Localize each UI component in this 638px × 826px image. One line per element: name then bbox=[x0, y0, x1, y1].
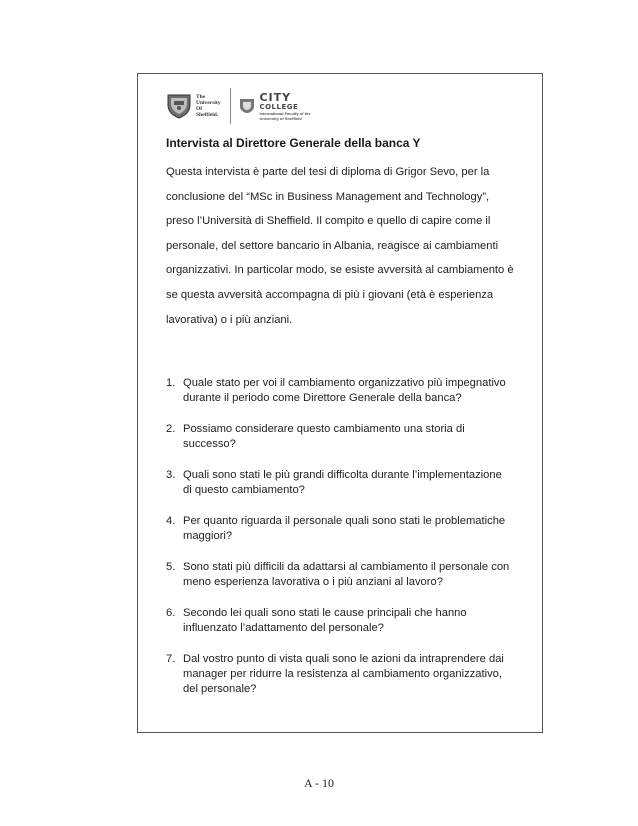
question-number: 5. bbox=[166, 561, 176, 573]
city-logo-subtitle: International Faculty of the University of Sheffield bbox=[259, 110, 311, 121]
intro-line: personale, del settore bancario in Albania, reagisce ai cambiamenti bbox=[166, 239, 499, 252]
sheffield-logo bbox=[166, 93, 220, 119]
question-number: 3. bbox=[166, 469, 176, 481]
question-item bbox=[166, 422, 538, 452]
page-number: A - 10 bbox=[304, 776, 334, 790]
sheffield-logo-text: The University Of Sheffield. bbox=[196, 93, 221, 119]
question-item bbox=[166, 468, 538, 498]
question-line: Secondo lei quali sono stati le cause principali che hanno bbox=[183, 607, 467, 619]
question-line: Possiamo considerare questo cambiamento una storia di bbox=[183, 423, 465, 435]
document-frame bbox=[137, 73, 543, 733]
question-item bbox=[166, 376, 538, 406]
crest-icon bbox=[166, 93, 192, 119]
question-line: del personale? bbox=[183, 683, 257, 695]
intro-line: conclusione del “MSc in Business Management and Technology”, bbox=[166, 190, 490, 203]
question-item bbox=[166, 560, 538, 590]
header-logos bbox=[166, 86, 311, 126]
question-line: maggiori? bbox=[183, 530, 233, 542]
question-line: di questo cambiamento? bbox=[183, 484, 305, 496]
question-line: meno esperienza lavorativa o i più anziani al lavoro? bbox=[183, 576, 443, 588]
city-emblem-icon bbox=[239, 98, 255, 114]
question-number: 2. bbox=[166, 423, 176, 435]
question-line: successo? bbox=[183, 438, 236, 450]
city-logo-college: COLLEGE bbox=[259, 102, 299, 111]
intro-line: organizzativi. In particolar modo, se esiste avversità al cambiamento è bbox=[166, 264, 514, 277]
question-line: Quale stato per voi il cambiamento organizzativo più impegnativo bbox=[183, 377, 506, 389]
document-title: Intervista al Direttore Generale della banca Y bbox=[166, 136, 421, 150]
question-line: manager per ridurre la resistenza al cambiamento organizzativo, bbox=[183, 668, 502, 680]
question-item bbox=[166, 606, 538, 636]
question-line: Dal vostro punto di vista quali sono le azioni da intraprendere dai bbox=[183, 653, 504, 665]
question-number: 6. bbox=[166, 607, 176, 619]
question-line: Sono stati più difficili da adattarsi al cambiamento il personale con bbox=[183, 561, 510, 573]
question-item bbox=[166, 514, 538, 544]
question-number: 7. bbox=[166, 653, 176, 665]
question-line: Per quanto riguarda il personale quali sono stati le problematiche bbox=[183, 515, 506, 527]
question-number: 4. bbox=[166, 515, 176, 527]
question-item bbox=[166, 652, 538, 697]
logo-divider bbox=[230, 88, 231, 124]
question-line: durante il periodo come Direttore Generale della banca? bbox=[183, 392, 462, 404]
intro-line: Questa intervista è parte del tesi di diploma di Grigor Sevo, per la bbox=[166, 166, 490, 178]
intro-line: se questa avversità accompagna di più i giovani (età è esperienza bbox=[166, 288, 494, 301]
intro-paragraph bbox=[166, 160, 526, 332]
city-college-logo bbox=[239, 92, 310, 121]
city-logo-name: CITY bbox=[259, 90, 292, 104]
intro-line: preso l’Università di Sheffield. Il compito e quello di capire come il bbox=[166, 215, 491, 228]
question-line: Quali sono stati le più grandi difficolta durante l’implementazione bbox=[183, 469, 502, 481]
question-number: 1. bbox=[166, 377, 176, 389]
intro-line: lavorativa) o i più anziani. bbox=[166, 313, 293, 326]
question-list bbox=[166, 376, 538, 713]
question-line: influenzato l’adattamento del personale? bbox=[183, 622, 384, 634]
